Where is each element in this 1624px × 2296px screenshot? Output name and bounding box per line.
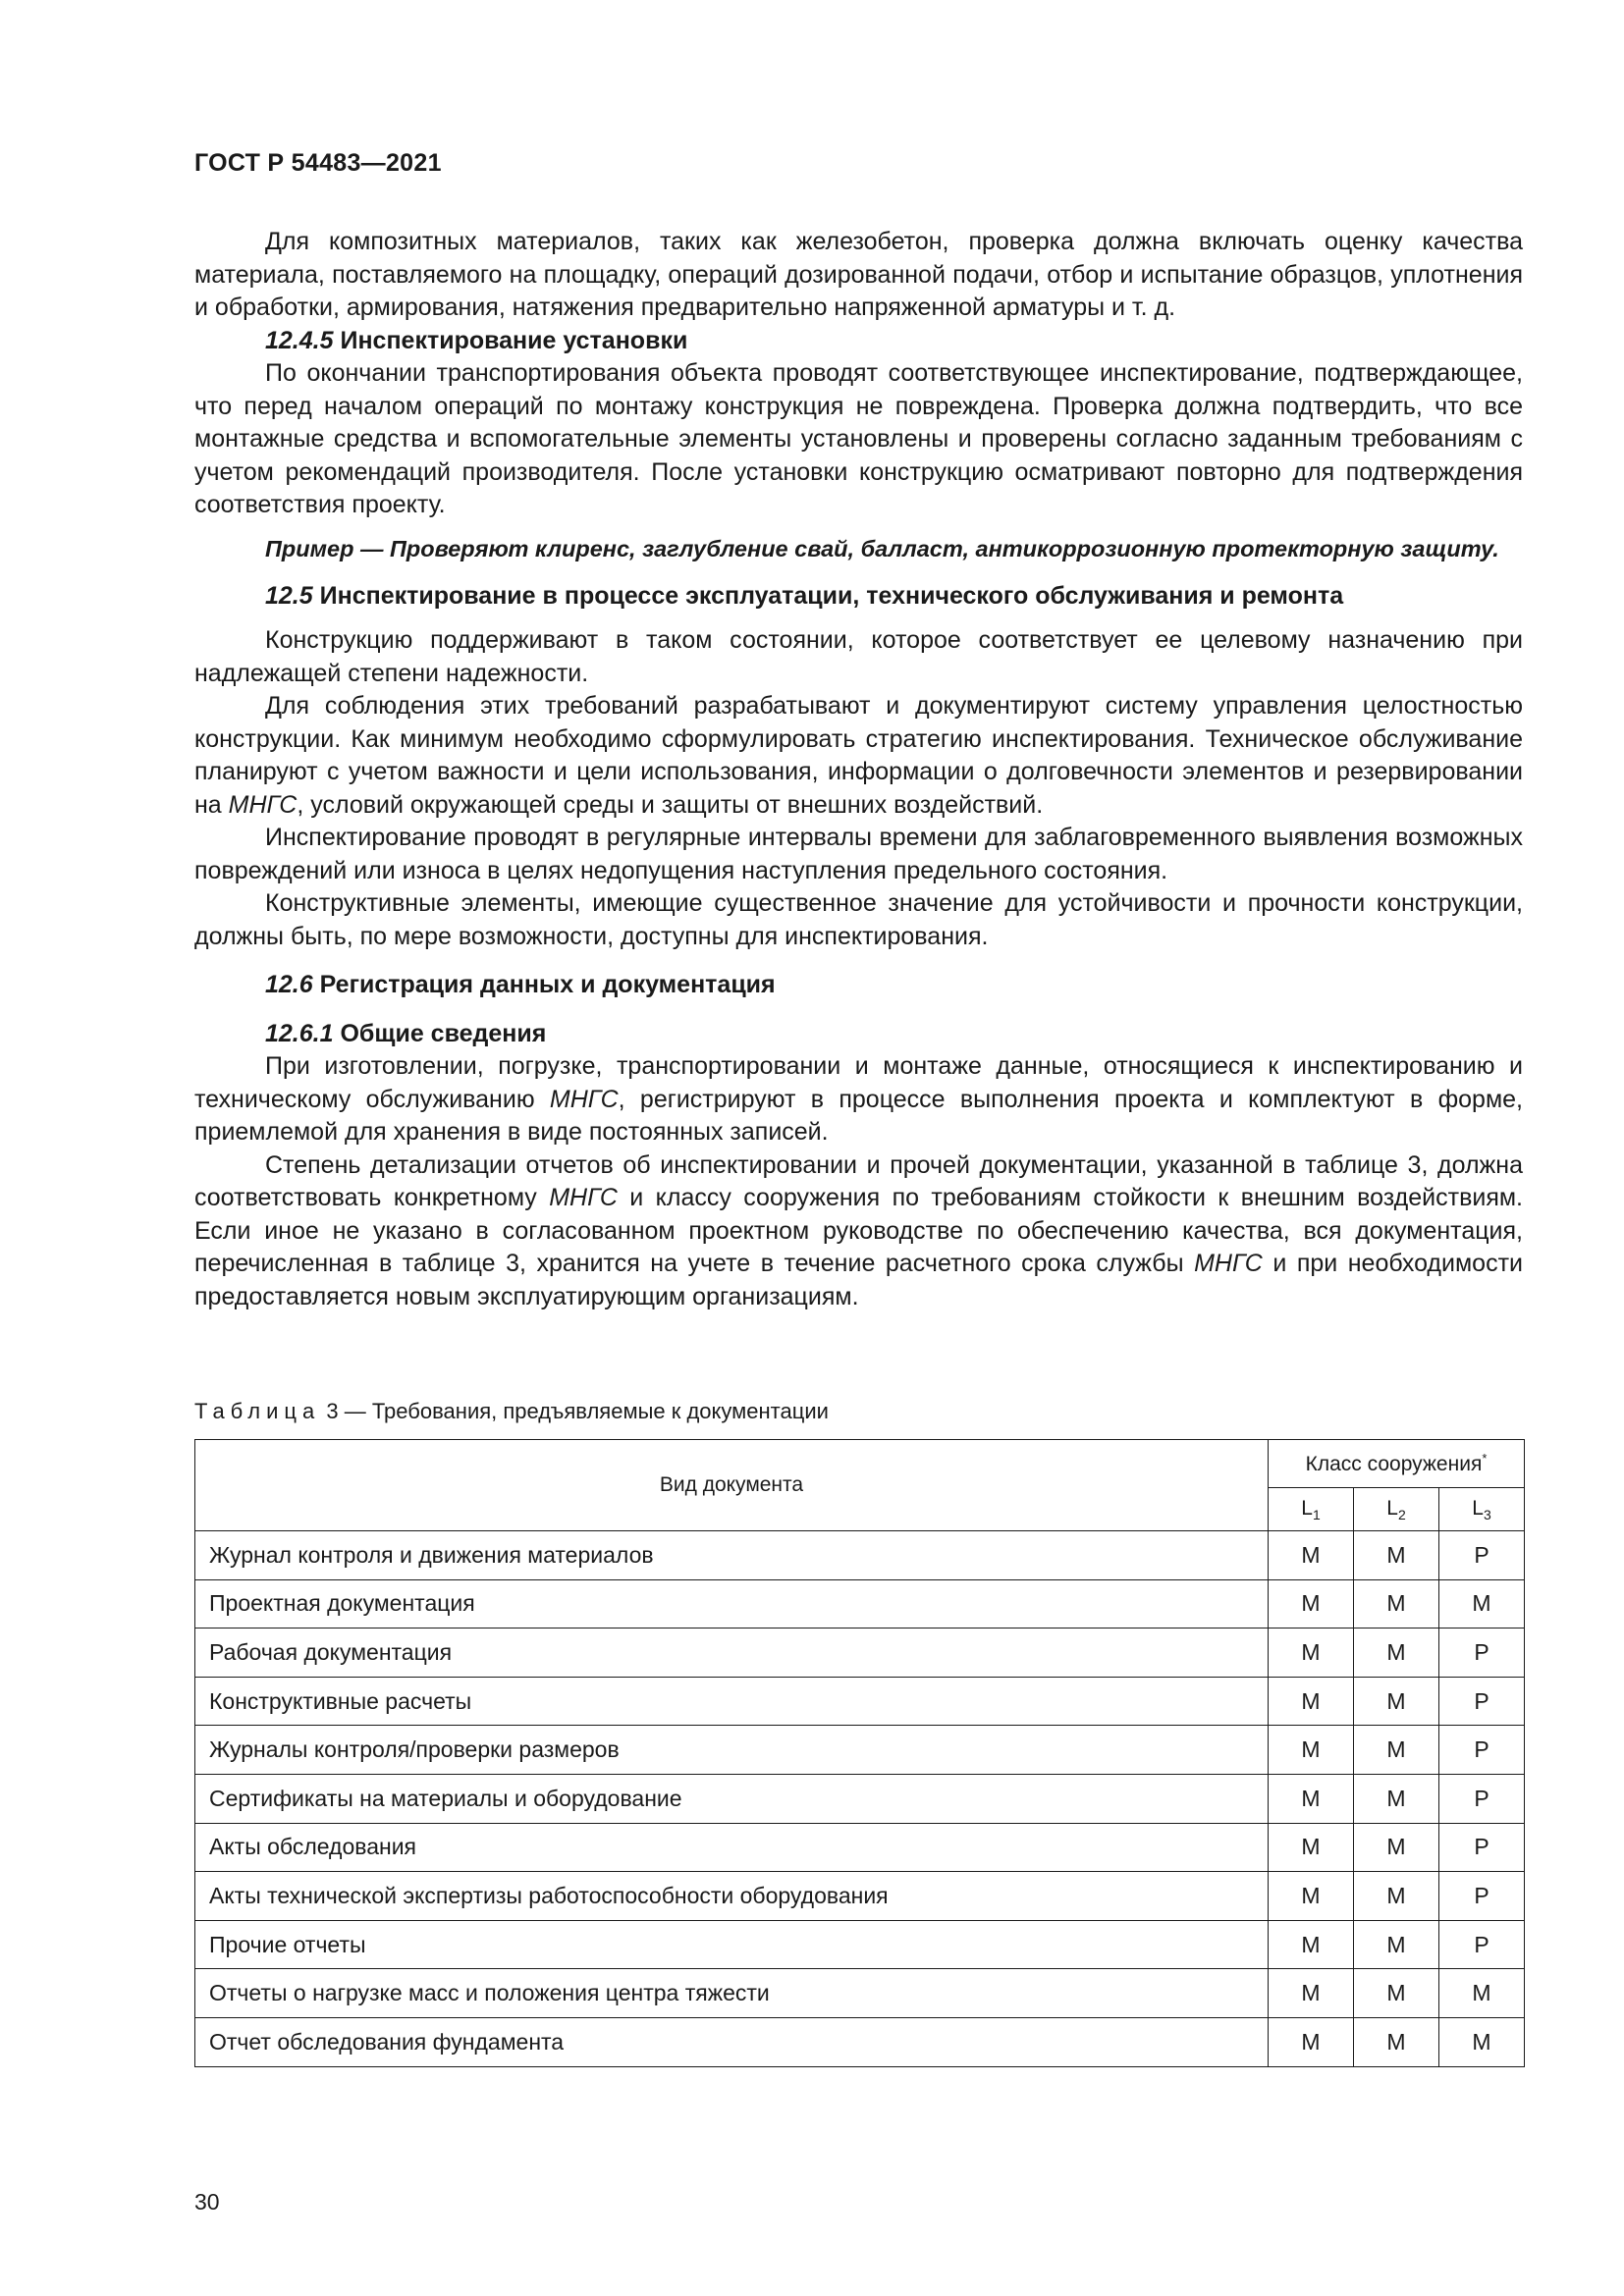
class-l3-cell: Р <box>1439 1726 1525 1775</box>
column-header-structure-class: Класс сооружения* <box>1269 1440 1525 1488</box>
table-row <box>195 1969 1525 2018</box>
class-l1-cell: М <box>1269 1726 1354 1775</box>
class-l3-cell: Р <box>1439 1774 1525 1823</box>
class-l3-cell: М <box>1439 2017 1525 2066</box>
table-row <box>195 1726 1525 1775</box>
class-l1-cell: М <box>1269 1629 1354 1678</box>
document-type-cell: Акты обследования <box>195 1823 1269 1872</box>
class-l2-cell: М <box>1354 1969 1439 2018</box>
class-l3-cell: Р <box>1439 1872 1525 1921</box>
page-number: 30 <box>194 2189 220 2215</box>
table-caption-word: Таблица <box>194 1399 321 1423</box>
document-type-cell: Журналы контроля/проверки размеров <box>195 1726 1269 1775</box>
table-row <box>195 1531 1525 1580</box>
class-l3-cell: Р <box>1439 1920 1525 1969</box>
document-id: ГОСТ Р 54483—2021 <box>194 149 442 177</box>
table-body <box>195 1531 1525 2067</box>
paragraph-integrity-management: Для соблюдения этих требований разрабатывают и документируют систему управления целостностью конструкции. Как минимум необходимо сформулировать стратегию инспектирования. Техническое обслуживание планируют с учетом важности и цели использования, информации о долговечности элементов и резервировании на МНГС, условий окружающей среды и защиты от внешних воздействий. <box>194 692 1523 819</box>
table-row <box>195 1579 1525 1629</box>
class-l2-cell: М <box>1354 1872 1439 1921</box>
table-row <box>195 2017 1525 2066</box>
class-l3-cell: Р <box>1439 1823 1525 1872</box>
document-type-cell: Проектная документация <box>195 1579 1269 1629</box>
table-row <box>195 1629 1525 1678</box>
class-l1-cell: М <box>1269 1579 1354 1629</box>
class-l3-cell: Р <box>1439 1677 1525 1726</box>
class-l1-cell: М <box>1269 1774 1354 1823</box>
table-caption-title: 3 — Требования, предъявляемые к документации <box>326 1399 829 1423</box>
class-l2-cell: М <box>1354 1677 1439 1726</box>
class-l3-cell: Р <box>1439 1629 1525 1678</box>
table-caption <box>194 1399 829 1424</box>
class-l1-cell: М <box>1269 1872 1354 1921</box>
table-row <box>195 1872 1525 1921</box>
paragraph-data-registration: При изготовлении, погрузке, транспортировании и монтаже данные, относящиеся к инспектированию и техническому обслуживанию МНГС, регистрируют в процессе выполнения проекта и комплектуют в форме, приемлемой для хранения в виде постоянных записей. <box>194 1052 1523 1146</box>
table-row <box>195 1920 1525 1969</box>
class-l2-cell: М <box>1354 1920 1439 1969</box>
class-l2-cell: М <box>1354 1774 1439 1823</box>
class-l2-cell: М <box>1354 1531 1439 1580</box>
class-l1-cell: М <box>1269 1823 1354 1872</box>
paragraph-detail-level: Степень детализации отчетов об инспектировании и прочей документации, указанной в таблице 3, должна соответствовать конкретному МНГС и классу сооружения по требованиям стойкости к внешним воздействиям. Если иное не указано в согласованном проектном руководстве по обеспечению качества, вся документация, перечисленная в таблице 3, хранится на учете в течение расчетного срока службы МНГС и при необходимости предоставляется новым эксплуатирующим организациям. <box>194 1150 1523 1310</box>
class-l1-cell: М <box>1269 1531 1354 1580</box>
class-l2-cell: М <box>1354 1629 1439 1678</box>
document-type-cell: Журнал контроля и движения материалов <box>195 1531 1269 1580</box>
class-l1-cell: М <box>1269 1677 1354 1726</box>
class-l3-cell: М <box>1439 1579 1525 1629</box>
table-row <box>195 1774 1525 1823</box>
column-header-l2: $L_2$ <box>1354 1488 1439 1531</box>
paragraph-structural-elements: Конструктивные элементы, имеющие существенное значение для устойчивости и прочности конструкции, должны быть, по мере возможности, доступны для инспектирования. <box>194 889 1523 950</box>
class-l2-cell: М <box>1354 1726 1439 1775</box>
heading-number: 12.4.5 <box>265 326 334 354</box>
footnote-mark: * <box>1482 1451 1488 1466</box>
class-l2-cell: М <box>1354 1823 1439 1872</box>
body-text <box>194 226 1523 1313</box>
class-l3-cell: М <box>1439 1969 1525 2018</box>
paragraph-maintenance-state: Конструкцию поддерживают в таком состоянии, которое соответствует ее целевому назначению при надлежащей степени надежности. <box>194 626 1523 687</box>
class-l2-cell: М <box>1354 1579 1439 1629</box>
heading-number: 12.6.1 <box>265 1019 334 1047</box>
class-l1-cell: М <box>1269 1920 1354 1969</box>
document-type-cell: Прочие отчеты <box>195 1920 1269 1969</box>
heading-number: 12.6 <box>265 971 313 998</box>
document-type-cell: Конструктивные расчеты <box>195 1677 1269 1726</box>
heading-title: Инспектирование установки <box>340 326 688 354</box>
column-header-l3: $L_3$ <box>1439 1488 1525 1531</box>
class-l1-cell: М <box>1269 2017 1354 2066</box>
class-l2-cell: М <box>1354 2017 1439 2066</box>
example-note: Пример — Проверяют клиренс, заглубление свай, балласт, антикоррозионную протекторную защиту. <box>265 535 1499 561</box>
document-type-cell: Сертификаты на материалы и оборудование <box>195 1774 1269 1823</box>
table-row <box>195 1823 1525 1872</box>
heading-title: Инспектирование в процессе эксплуатации, технического обслуживания и ремонта <box>319 581 1344 610</box>
document-type-cell: Рабочая документация <box>195 1629 1269 1678</box>
documentation-requirements-table <box>194 1439 1525 2067</box>
heading-number: 12.5 <box>265 581 313 610</box>
column-header-l1: $L_1$ <box>1269 1488 1354 1531</box>
class-l3-cell: Р <box>1439 1531 1525 1580</box>
heading-12-5 <box>194 580 1523 614</box>
document-type-cell: Акты технической экспертизы работоспособности оборудования <box>195 1872 1269 1921</box>
heading-title: Общие сведения <box>340 1019 547 1047</box>
document-type-cell: Отчет обследования фундамента <box>195 2017 1269 2066</box>
paragraph-installation-inspection: По окончании транспортирования объекта проводят соответствующее инспектирование, подтверждающее, что перед началом операций по монтажу конструкция не повреждена. Проверка должна подтвердить, что все монтажные средства и вспомогательные элементы установлены и проверены согласно заданным требованиям с учетом рекомендаций производителя. После установки конструкцию осматривают повторно для подтверждения соответствия проекту. <box>194 359 1523 518</box>
document-type-cell: Отчеты о нагрузке масс и положения центра тяжести <box>195 1969 1269 2018</box>
paragraph-composite-materials: Для композитных материалов, таких как железобетон, проверка должна включать оценку качества материала, поставляемого на площадку, операций дозированной подачи, отбор и испытание образцов, уплотнения и обработки, армирования, натяжения предварительно напряженной арматуры и т. д. <box>194 228 1523 321</box>
class-l1-cell: М <box>1269 1969 1354 2018</box>
heading-12-6 <box>194 969 1523 1002</box>
table-row <box>195 1677 1525 1726</box>
heading-title: Регистрация данных и документация <box>319 971 776 998</box>
heading-12-4-5 <box>194 325 1523 358</box>
heading-12-6-1 <box>194 1018 1523 1051</box>
column-header-document-type: Вид документа <box>195 1440 1269 1531</box>
paragraph-inspection-intervals: Инспектирование проводят в регулярные интервалы времени для заблаговременного выявления возможных повреждений или износа в целях недопущения наступления предельного состояния. <box>194 824 1523 884</box>
